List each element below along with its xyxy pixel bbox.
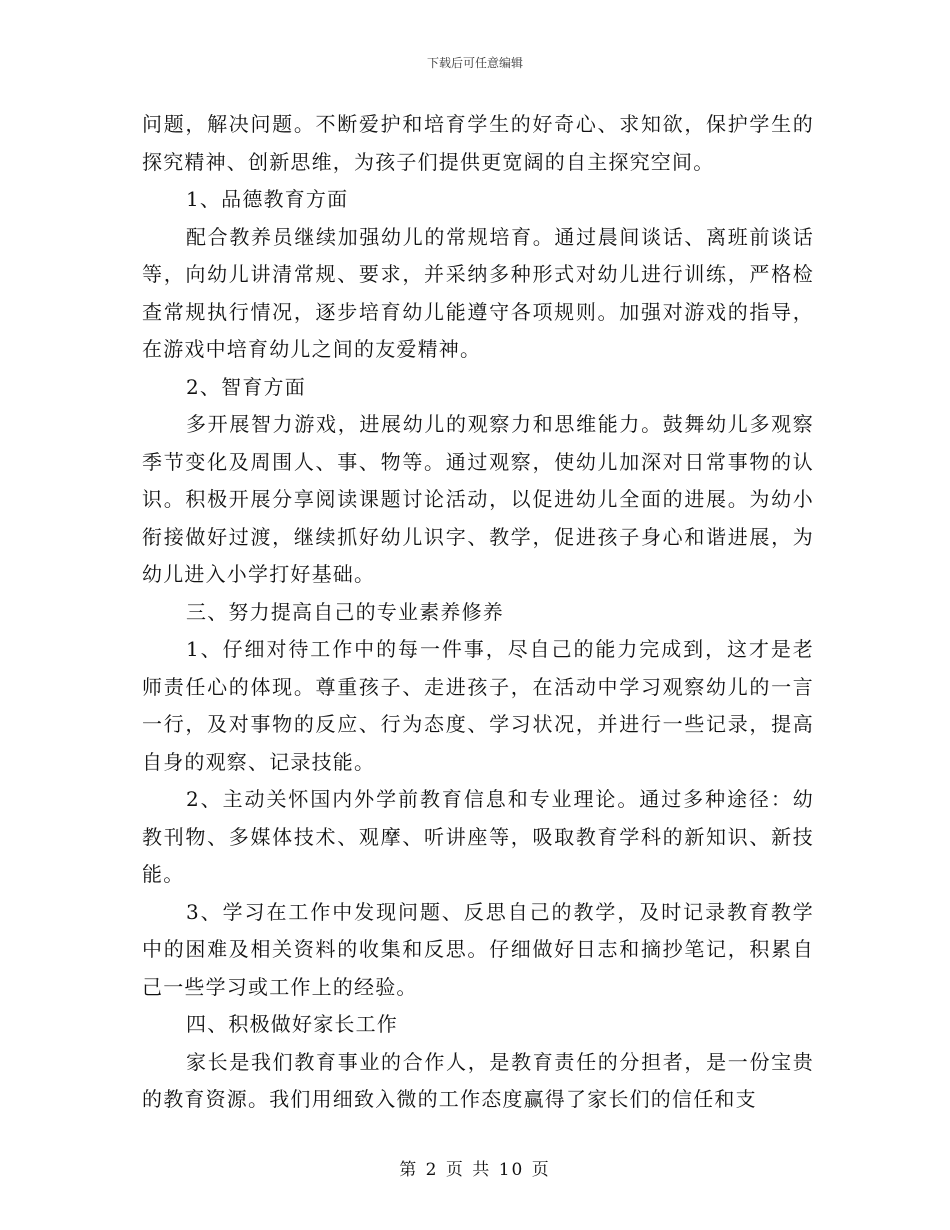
section-heading-professional-quality: 三、努力提高自己的专业素养修养 [186, 599, 504, 624]
paragraph: 2、主动关怀国内外学前教育信息和专业理论。通过多种途径：幼教刊物、多媒体技术、观摩、听讲座等，吸取教育学科的新知识、新技能。 [142, 787, 814, 886]
section-heading-parent-work: 四、积极做好家长工作 [186, 1012, 398, 1036]
paragraph: 3、学习在工作中发现问题、反思自己的教学，及时记录教育教学中的困难及相关资料的收集和反思。仔细做好日志和摘抄笔记，积累自己一些学习或工作上的经验。 [142, 899, 814, 999]
document-body [142, 106, 814, 1119]
paragraph: 1、仔细对待工作中的每一件事，尽自己的能力完成到，这才是老师责任心的体现。尊重孩子、走进孩子，在活动中学习观察幼儿的一言一行，及对事物的反应、行为态度、学习状况，并进行一些记录，提高自身的观察、记录技能。 [142, 637, 814, 774]
paragraph: 配合教养员继续加强幼儿的常规培育。通过晨间谈话、离班前谈话等，向幼儿讲清常规、要求，并采纳多种形式对幼儿进行训练，严格检查常规执行情况，逐步培育幼儿能遵守各项规则。加强对游戏的指导，在游戏中培育幼儿之间的友爱精神。 [142, 224, 814, 361]
paragraph: 问题，解决问题。不断爱护和培育学生的好奇心、求知欲，保护学生的探究精神、创新思维，为孩子们提供更宽阔的自主探究空间。 [142, 112, 814, 174]
paragraph: 家长是我们教育事业的合作人，是教育责任的分担者，是一份宝贵的教育资源。我们用细致入微的工作态度赢得了家长们的信任和支 [142, 1049, 814, 1111]
paragraph: 多开展智力游戏，进展幼儿的观察力和思维能力。鼓舞幼儿多观察季节变化及周围人、事、物等。通过观察，使幼儿加深对日常事物的认识。积极开展分享阅读课题讨论活动，以促进幼儿全面的进展。为幼小衔接做好过渡，继续抓好幼儿识字、教学，促进孩子身心和谐进展，为幼儿进入小学打好基础。 [142, 412, 814, 586]
section-heading-moral-education: 1、品德教育方面 [186, 187, 349, 211]
section-heading-intellectual-education: 2、智育方面 [186, 374, 306, 399]
page-header: 下载后可任意编辑 [426, 56, 523, 70]
page-number-footer: 第 2 页 共 10 页 [399, 1160, 551, 1180]
